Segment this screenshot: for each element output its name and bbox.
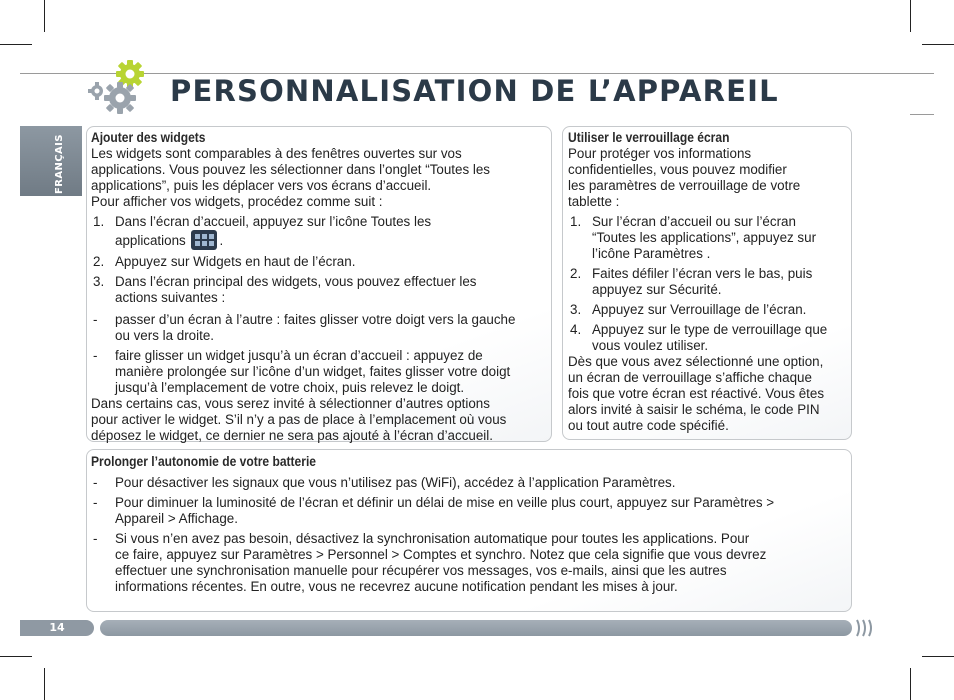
section-outro: [91, 396, 547, 444]
list-item: [91, 475, 847, 491]
footer-stripes-icon: [855, 618, 873, 638]
section-heading: Prolonger l’autonomie de votre batterie: [91, 454, 317, 469]
footer-bar: [100, 620, 852, 636]
text-line: “Toutes les applications”, appuyez sur: [592, 230, 817, 245]
text-line: Sur l’écran d’accueil ou sur l’écran: [592, 214, 796, 229]
text-line: tablette :: [568, 194, 620, 209]
text-line: Appuyez sur le type de verrouillage que: [592, 322, 828, 337]
list-item: [568, 214, 847, 262]
text-line: Faites défiler l’écran vers le bas, puis: [592, 266, 813, 281]
text-line: déposez le widget, ce dernier ne sera pas ajouté à l’écran d’accueil.: [91, 428, 493, 443]
text-line: alors invité à saisir le schéma, le code PIN: [568, 402, 820, 417]
page-number: 14: [20, 620, 94, 636]
item-number: 3.: [93, 274, 105, 289]
text-line: Pour afficher vos widgets, procédez comme suit :: [91, 194, 383, 209]
text-line: Dans l’écran d’accueil, appuyez sur l’icône Toutes les: [115, 214, 432, 229]
item-number: 3.: [570, 302, 582, 317]
text-line: manière prolongée sur l’icône d’un widget, faites glisser votre doigt: [115, 364, 511, 379]
text-fragment: .: [219, 233, 224, 248]
list-item: [568, 266, 847, 298]
text-line: ce faire, appuyez sur Paramètres > Personnel > Comptes et synchro. Notez que cela signifie que vous devrez: [115, 547, 767, 562]
text-line: les paramètres de verrouillage de votre: [568, 178, 801, 193]
bullet-mark: -: [93, 312, 98, 327]
item-number: 2.: [570, 266, 582, 281]
text-line: faire glisser un widget jusqu’à un écran d’accueil : appuyez de: [115, 348, 483, 363]
text-line: effectuer une synchronisation manuelle pour récupérer vos messages, vos e-mails, ainsi que les autres: [115, 563, 727, 578]
item-number: 4.: [570, 322, 582, 337]
crop-mark: [910, 0, 911, 32]
text-line: Les widgets sont comparables à des fenêtres ouvertes sur vos: [91, 146, 462, 161]
list-item: [91, 274, 547, 306]
section-intro: [91, 146, 547, 210]
crop-mark: [922, 656, 954, 657]
crop-mark: [44, 0, 45, 32]
item-number: 1.: [570, 214, 582, 229]
section-outro: [568, 354, 847, 434]
text-line: confidentielles, vous pouvez modifier: [568, 162, 787, 177]
text-line: actions suivantes :: [115, 290, 226, 305]
text-line: fois que votre écran est réactivé. Vous êtes: [568, 386, 825, 401]
text-line: passer d’un écran à l’autre : faites glisser votre doigt vers la gauche: [115, 312, 516, 327]
text-line: Dès que vous avez sélectionné une option,: [568, 354, 824, 369]
gears-icon: [86, 58, 158, 116]
crop-mark: [44, 668, 45, 700]
item-number: 2.: [93, 254, 105, 269]
battery-section: [86, 449, 852, 612]
text-line: Appuyez sur Widgets en haut de l’écran.: [115, 254, 356, 269]
page-title: PERSONNALISATION DE L’APPAREIL: [170, 74, 779, 108]
item-number: 1.: [93, 214, 105, 229]
list-item: [91, 312, 547, 344]
crop-mark: [0, 656, 32, 657]
text-line: Dans l’écran principal des widgets, vous pouvez effectuer les: [115, 274, 477, 289]
text-line: Pour désactiver les signaux que vous n’utilisez pas (WiFi), accédez à l’application Paramètres.: [115, 475, 676, 490]
text-line: Si vous n’en avez pas besoin, désactivez la synchronisation automatique pour toutes les applications. Pour: [115, 531, 750, 546]
text-line: l’icône Paramètres .: [592, 246, 711, 261]
list-item: [91, 348, 547, 396]
apps-grid-icon: [191, 230, 217, 250]
text-line: [115, 230, 547, 250]
text-line: un écran de verrouillage s’affiche chaque: [568, 370, 812, 385]
list-item: [568, 322, 847, 354]
section-heading: Ajouter des widgets: [91, 130, 206, 145]
crop-mark: [910, 668, 911, 700]
title-rule-short: [910, 114, 934, 115]
crop-mark: [0, 44, 32, 45]
text-line: applications”, puis les déplacer vers vos écrans d’accueil.: [91, 178, 432, 193]
bullet-mark: -: [93, 475, 98, 490]
text-line: appuyez sur Sécurité.: [592, 282, 722, 297]
text-line: Appareil > Affichage.: [115, 511, 238, 526]
text-line: Dans certains cas, vous serez invité à sélectionner d’autres options: [91, 396, 490, 411]
text-line: Pour diminuer la luminosité de l’écran et définir un délai de mise en veille plus court, appuyez sur Paramètres >: [115, 495, 775, 510]
text-line: applications. Vous pouvez les sélectionner dans l’onglet “Toutes les: [91, 162, 490, 177]
bullet-mark: -: [93, 495, 98, 510]
widgets-section: [86, 126, 552, 442]
list-item: [91, 495, 847, 527]
lock-screen-section: [562, 126, 852, 440]
bullet-mark: -: [93, 348, 98, 363]
language-label: FRANÇAIS: [54, 134, 65, 194]
text-fragment: applications: [115, 233, 186, 248]
list-item: [91, 214, 547, 250]
text-line: Appuyez sur Verrouillage de l’écran.: [592, 302, 807, 317]
text-line: ou tout autre code spécifié.: [568, 418, 729, 433]
list-item: [91, 254, 547, 270]
text-line: vous voulez utiliser.: [592, 338, 709, 353]
language-tab: [20, 126, 82, 196]
crop-mark: [922, 44, 954, 45]
section-heading: Utiliser le verrouillage écran: [568, 130, 730, 145]
text-line: ou vers la droite.: [115, 328, 214, 343]
section-intro: [568, 146, 847, 210]
text-line: jusqu’à l’emplacement de votre choix, puis relevez le doigt.: [115, 380, 465, 395]
text-line: informations récentes. En outre, vous ne recevrez aucune notification pendant les mises à jour.: [115, 579, 678, 594]
bullet-mark: -: [93, 531, 98, 546]
list-item: [568, 302, 847, 318]
list-item: [91, 531, 847, 595]
text-line: pour activer le widget. S’il n’y a pas de place à l’emplacement où vous: [91, 412, 507, 427]
text-line: Pour protéger vos informations: [568, 146, 752, 161]
